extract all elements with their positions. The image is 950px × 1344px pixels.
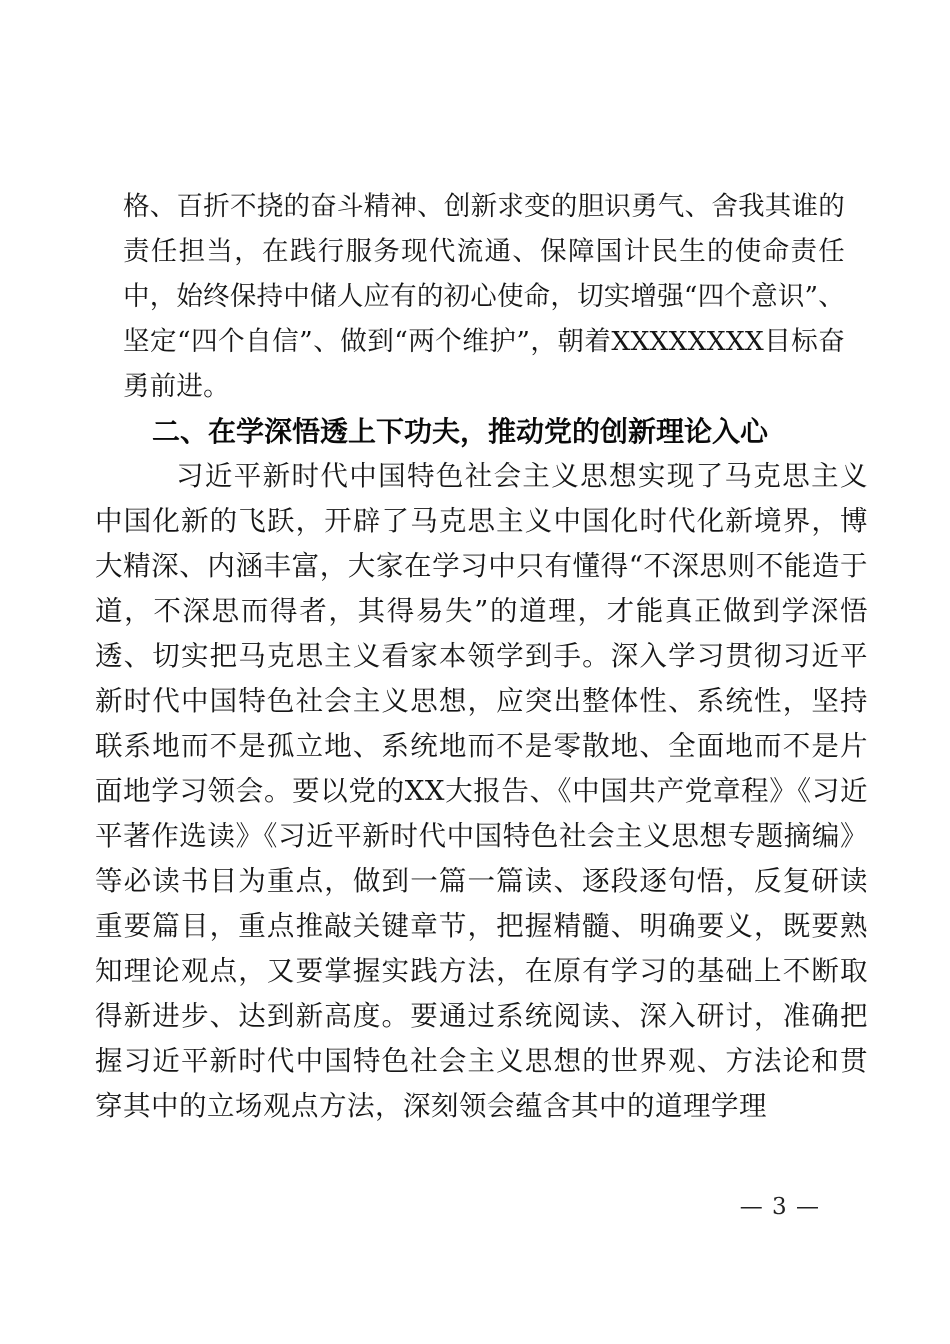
document-body [95, 184, 868, 1129]
paragraph-continuation: 格、百折不挠的奋斗精神、创新求变的胆识勇气、舍我其谁的责任担当，在践行服务现代流通、保障国计民生的使命责任中，始终保持中储人应有的初心使命，切实增强“四个意识”、坚定“四个自信”、做到“两个维护”，朝着XXXXXXXX目标奋勇前进。 [123, 191, 845, 402]
page-number: — 3 — [739, 1194, 820, 1220]
paragraph-section-body: 习近平新时代中国特色社会主义思想实现了马克思主义中国化新的飞跃，开辟了马克思主义中国化时代化新境界，博大精深、内涵丰富，大家在学习中只有懂得“不深思则不能造于道，不深思而得者，其得易失”的道理，才能真正做到学深悟透、切实把马克思主义看家本领学到手。深入学习贯彻习近平新时代中国特色社会主义思想，应突出整体性、系统性，坚持联系地而不是孤立地、系统地而不是零散地、全面地而不是片面地学习领会。要以党的XX大报告、《中国共产党章程》《习近平著作选读》《习近平新时代中国特色社会主义思想专题摘编》等必读书目为重点，做到一篇一篇读、逐段逐句悟，反复研读重要篇目，重点推敲关键章节，把握精髓、明确要义，既要熟知理论观点，又要掌握实践方法，在原有学习的基础上不断取得新进步、达到新高度。要通过系统阅读、深入研讨，准确把握习近平新时代中国特色社会主义思想的世界观、方法论和贯穿其中的立场观点方法，深刻领会蕴含其中的道理学理 [95, 460, 868, 1122]
section-heading: 二、在学深悟透上下功夫，推动党的创新理论入心 [152, 415, 769, 448]
